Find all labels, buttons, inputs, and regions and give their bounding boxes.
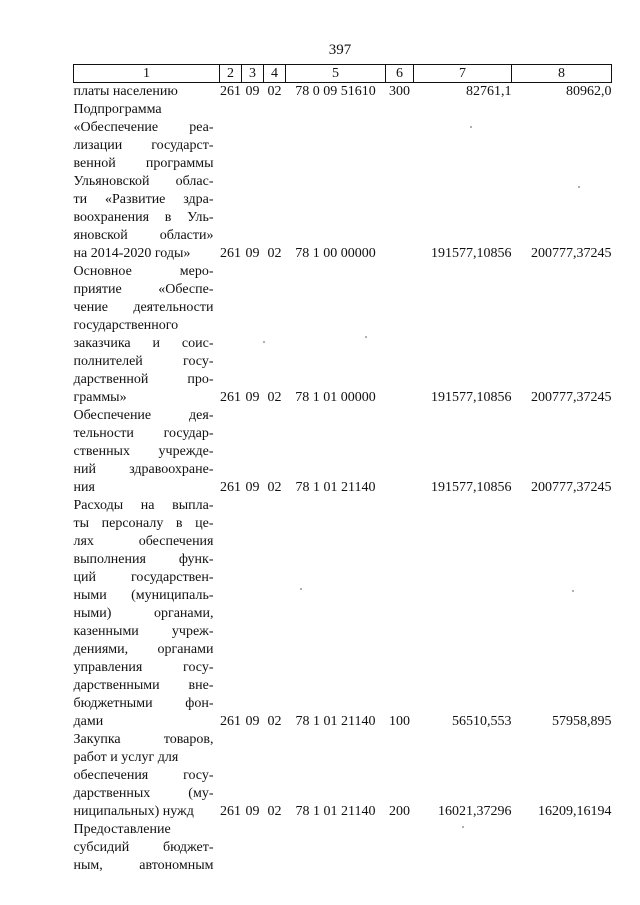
description-line: ты персоналу в це- — [73, 516, 214, 531]
scan-speck — [300, 588, 302, 590]
expense-type-code — [386, 101, 414, 263]
section-code: 09 — [245, 804, 260, 819]
header-col-5: 5 — [286, 65, 386, 83]
amount-year-1 — [414, 821, 512, 875]
scan-speck — [365, 336, 367, 338]
subsection-code: 02 — [267, 84, 282, 99]
description-line: «Обеспечение реа- — [73, 120, 214, 135]
section-code: 09 — [245, 84, 260, 99]
amount-year-1: 191577,10856 — [431, 390, 512, 405]
scan-speck — [578, 186, 580, 188]
subsection-code: 02 — [267, 804, 282, 819]
header-col-1: 1 — [74, 65, 220, 83]
description-line: тельности государ- — [73, 426, 214, 441]
description-line: лизации государст- — [73, 138, 214, 153]
header-col-8: 8 — [512, 65, 612, 83]
table-row — [74, 407, 612, 497]
expense-type-code — [386, 821, 414, 875]
section-code: 09 — [245, 480, 260, 495]
description-line: лях обеспечения — [73, 534, 214, 549]
ministry-code: 261 — [220, 246, 241, 261]
description-line: бюджетными фон- — [73, 696, 214, 711]
ministry-code: 261 — [220, 804, 241, 819]
target-article-code: 78 1 01 21140 — [295, 480, 376, 495]
row-description — [74, 263, 220, 407]
row-description — [74, 407, 220, 497]
subsection-code: 02 — [267, 246, 282, 261]
amount-year-1: 16021,37296 — [438, 804, 512, 819]
description-line: воохранения в Уль- — [73, 210, 214, 225]
description-line: дениями, органами — [73, 642, 214, 657]
description-line: заказчика и соис- — [73, 336, 214, 351]
amount-year-2: 200777,37245 — [531, 480, 612, 495]
description-line: платы населению — [73, 84, 178, 99]
amount-year-2: 80962,0 — [566, 84, 612, 99]
target-article-code: 78 1 01 00000 — [295, 390, 376, 405]
subsection-code: 02 — [267, 714, 282, 729]
target-article-code — [286, 821, 386, 875]
subsection-code — [264, 821, 286, 875]
description-line: ными) органами, — [73, 606, 214, 621]
expense-type-code — [386, 407, 414, 497]
description-line: выполнения функ- — [73, 552, 214, 567]
description-line: яновской области» — [73, 228, 214, 243]
section-code: 09 — [245, 390, 260, 405]
description-line: дарственной про- — [73, 372, 214, 387]
description-line: обеспечения госу- — [73, 768, 214, 783]
expense-type-code: 200 — [389, 804, 410, 819]
subsection-code: 02 — [267, 480, 282, 495]
header-col-4: 4 — [264, 65, 286, 83]
table-row — [74, 731, 612, 821]
ministry-code: 261 — [220, 390, 241, 405]
amount-year-2 — [512, 821, 612, 875]
expense-type-code: 100 — [389, 714, 410, 729]
description-line: казенными учреж- — [73, 624, 214, 639]
description-line: чение деятельности — [73, 300, 214, 315]
table-body — [74, 83, 612, 876]
description-line: Основное меро- — [73, 264, 214, 279]
target-article-code: 78 0 09 51610 — [295, 84, 376, 99]
description-line: дарственными вне- — [73, 678, 214, 693]
amount-year-1: 82761,1 — [466, 84, 512, 99]
ministry-code: 261 — [220, 84, 241, 99]
description-line: ными (муниципаль- — [73, 588, 214, 603]
amount-year-2: 200777,37245 — [531, 246, 612, 261]
expense-type-code: 300 — [389, 84, 410, 99]
amount-year-2: 200777,37245 — [531, 390, 612, 405]
description-line: ственных учрежде- — [73, 444, 214, 459]
row-description — [74, 497, 220, 731]
description-line: полнителей госу- — [73, 354, 214, 369]
description-line: управления госу- — [73, 660, 214, 675]
description-line: на 2014-2020 годы» — [73, 246, 191, 261]
description-line: ния — [73, 480, 95, 495]
amount-year-1: 56510,553 — [452, 714, 512, 729]
description-line: работ и услуг для — [73, 750, 179, 765]
section-code — [242, 821, 264, 875]
row-description — [74, 101, 220, 263]
description-line: дарственных (му- — [73, 786, 214, 801]
table-row — [74, 821, 612, 875]
table-row — [74, 497, 612, 731]
amount-year-2: 57958,895 — [552, 714, 612, 729]
ministry-code — [220, 821, 242, 875]
scan-speck — [462, 826, 464, 828]
table-row — [74, 263, 612, 407]
description-line: ний здравоохране- — [73, 462, 214, 477]
header-col-7: 7 — [414, 65, 512, 83]
target-article-code: 78 1 00 00000 — [295, 246, 376, 261]
description-line: Подпрограмма — [73, 102, 162, 117]
scan-speck — [470, 126, 472, 128]
budget-table — [73, 64, 612, 875]
amount-year-2: 16209,16194 — [538, 804, 612, 819]
amount-year-1: 191577,10856 — [431, 246, 512, 261]
row-description — [74, 821, 220, 875]
scan-speck — [572, 590, 574, 592]
ministry-code: 261 — [220, 714, 241, 729]
description-line: Расходы на выпла- — [73, 498, 214, 513]
header-col-2: 2 — [220, 65, 242, 83]
description-line: ти «Развитие здра- — [73, 192, 214, 207]
description-line: ным, автономным — [73, 858, 214, 873]
description-line: Ульяновской облас- — [73, 174, 214, 189]
amount-year-1: 191577,10856 — [431, 480, 512, 495]
description-line: государственного — [73, 318, 179, 333]
row-description — [74, 731, 220, 821]
target-article-code: 78 1 01 21140 — [295, 804, 376, 819]
table-row — [74, 83, 612, 102]
section-code: 09 — [245, 246, 260, 261]
description-line: Закупка товаров, — [73, 732, 214, 747]
table-row — [74, 101, 612, 263]
description-line: ций государствен- — [73, 570, 214, 585]
subsection-code: 02 — [267, 390, 282, 405]
expense-type-code — [386, 263, 414, 407]
description-line: граммы» — [73, 390, 127, 405]
section-code: 09 — [245, 714, 260, 729]
description-line: приятие «Обеспе- — [73, 282, 214, 297]
description-line: Обеспечение дея- — [73, 408, 214, 423]
description-line: венной программы — [73, 156, 214, 171]
table-header-row — [74, 65, 612, 83]
scan-speck — [263, 341, 265, 343]
header-col-6: 6 — [386, 65, 414, 83]
row-description — [74, 83, 220, 102]
description-line: дами — [73, 714, 104, 729]
page-number: 397 — [328, 42, 352, 58]
target-article-code: 78 1 01 21140 — [295, 714, 376, 729]
ministry-code: 261 — [220, 480, 241, 495]
description-line: субсидий бюджет- — [73, 840, 214, 855]
description-line: ниципальных) нужд — [73, 804, 194, 819]
header-col-3: 3 — [242, 65, 264, 83]
description-line: Предоставление — [73, 822, 171, 837]
